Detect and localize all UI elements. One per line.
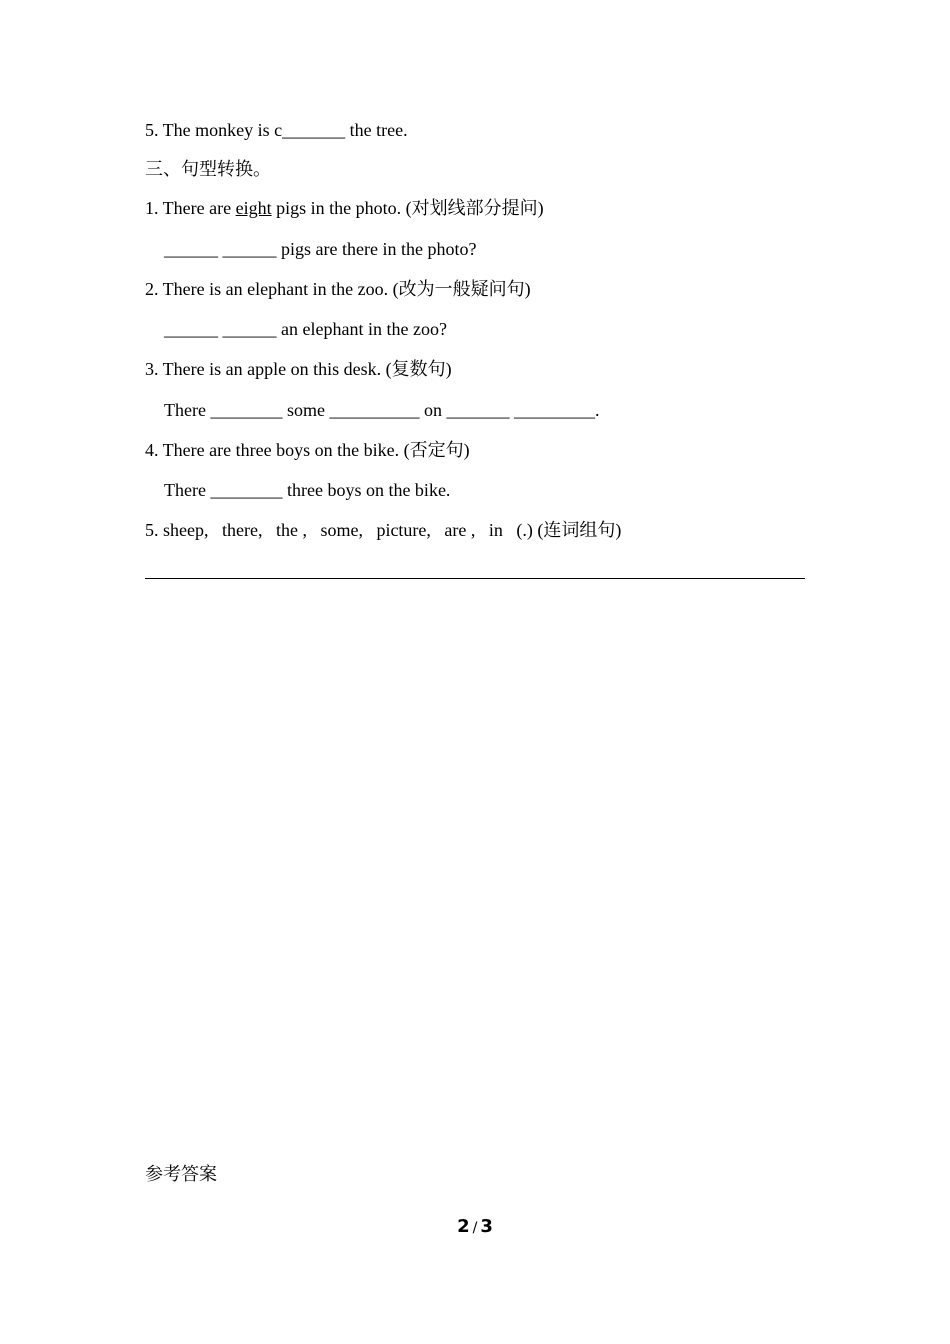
question-5-answer-line	[145, 578, 805, 579]
question-1-answer: ______ ______ pigs are there in the photo?	[164, 239, 477, 259]
question-2: 2. There is an elephant in the zoo. (改为一般疑问句)	[145, 279, 531, 299]
question-1-prefix: 1. There are	[145, 198, 236, 218]
page-separator: /	[472, 1220, 478, 1236]
page-current: 2	[457, 1216, 470, 1237]
question-2-answer: ______ ______ an elephant in the zoo?	[164, 319, 447, 339]
continued-question-5: 5. The monkey is c_______ the tree.	[145, 120, 408, 140]
question-4: 4. There are three boys on the bike. (否定句)	[145, 440, 470, 460]
question-1-underlined-word: eight	[235, 198, 272, 218]
question-5: 5. sheep, there, the , some, picture, are , in (.) (连词组句)	[145, 520, 622, 540]
question-3: 3. There is an apple on this desk. (复数句)	[145, 359, 452, 379]
question-1-suffix: pigs in the photo. (对划线部分提问)	[271, 198, 544, 218]
question-4-answer: There ________ three boys on the bike.	[164, 480, 451, 500]
section-title: 三、句型转换。	[145, 159, 271, 179]
page-total: 3	[480, 1216, 493, 1237]
question-1	[145, 197, 544, 219]
reference-answers-title: 参考答案	[145, 1164, 217, 1184]
question-3-answer: There ________ some __________ on _______ _________.	[164, 400, 600, 420]
page-number	[0, 1216, 950, 1237]
